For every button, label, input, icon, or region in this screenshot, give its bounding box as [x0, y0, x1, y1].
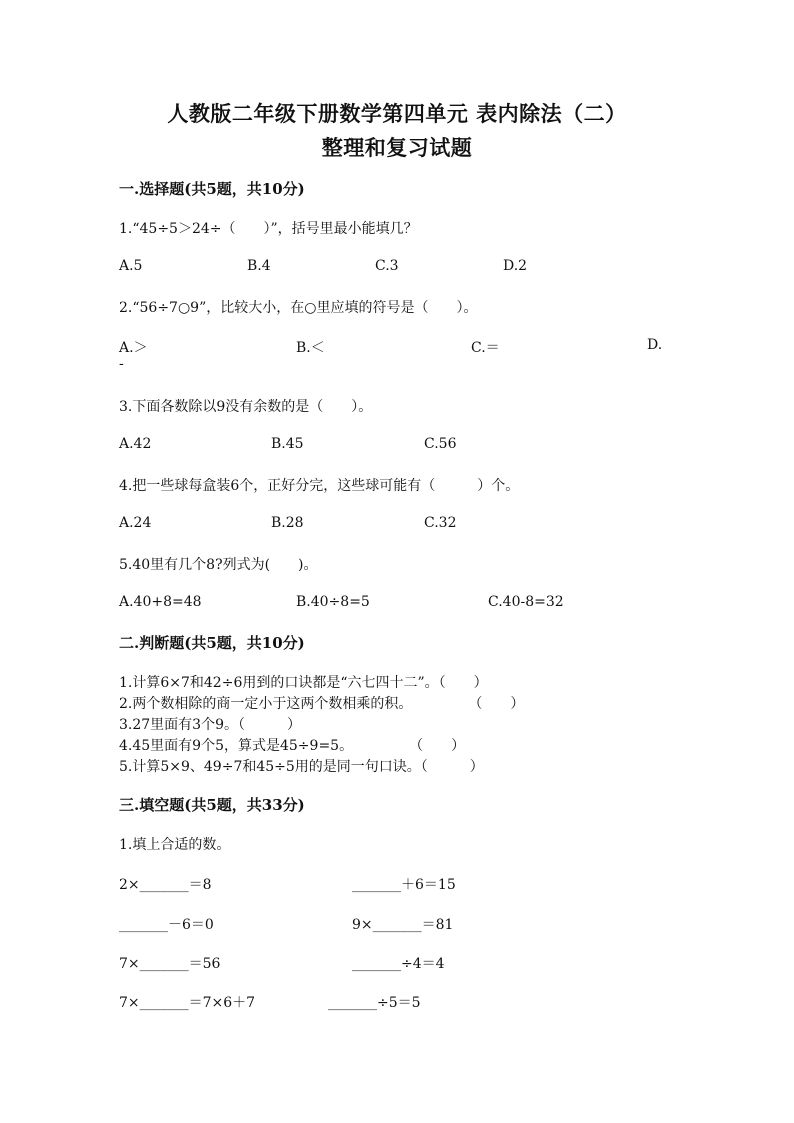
page-subtitle: 整理和复习试题 [321, 135, 473, 160]
fill-equation: 9×_______＝81 [352, 917, 454, 933]
option-c: C.40-8=32 [488, 594, 564, 610]
option-d-wrap: - [119, 356, 124, 372]
option-b: B.45 [271, 436, 304, 452]
option-c: C.3 [375, 258, 399, 274]
judge-item: 4.45里面有9个5，算式是45÷9=5。 （ ） [119, 738, 466, 754]
fill-equation: 7×_______＝7×6＋7 [119, 995, 256, 1011]
section-heading-choice: 一.选择题(共5题，共10分) [119, 180, 305, 198]
option-b: B.40÷8=5 [296, 594, 370, 610]
option-b: B.28 [271, 515, 304, 531]
option-a: A.40+8=48 [119, 594, 202, 610]
option-d: D. [647, 337, 663, 353]
page-title: 人教版二年级下册数学第四单元 表内除法（二） [167, 101, 627, 126]
fill-equation: 2×_______＝8 [119, 877, 212, 893]
judge-item: 5.计算5×9、49÷7和45÷5用的是同一句口诀。（ ） [119, 759, 484, 775]
option-a: A.42 [119, 436, 152, 452]
option-b: B.＜ [296, 340, 325, 356]
fill-equation: _______－6＝0 [119, 917, 214, 933]
option-c: C.＝ [471, 340, 500, 356]
fill-equation: _______÷4＝4 [352, 956, 445, 972]
option-b: B.4 [247, 258, 271, 274]
question-text: 2.“56÷7○9”，比较大小，在○里应填的符号是（ ）。 [119, 300, 478, 316]
fill-equation: 7×_______＝56 [119, 956, 221, 972]
option-d: D.2 [503, 258, 528, 274]
question-text: 3.下面各数除以9没有余数的是（ ）。 [119, 399, 373, 415]
section-heading-fill: 三.填空题(共5题，共33分) [119, 796, 305, 814]
question-text: 1.填上合适的数。 [119, 837, 231, 853]
question-text: 1.“45÷5＞24÷（ ）”，括号里最小能填几？ [119, 221, 418, 237]
fill-equation: _______＋6＝15 [352, 877, 456, 893]
judge-item: 2.两个数相除的商一定小于这两个数相乘的积。 （ ） [119, 696, 525, 712]
question-text: 5.40里有几个8?列式为( )。 [119, 557, 318, 573]
option-c: C.32 [424, 515, 457, 531]
option-c: C.56 [424, 436, 457, 452]
option-a: A.24 [119, 515, 152, 531]
fill-equation: _______÷5＝5 [328, 995, 421, 1011]
judge-item: 3.27里面有3个9。（ ） [119, 717, 301, 733]
option-a: A.5 [119, 258, 143, 274]
question-text: 4.把一些球每盒装6个，正好分完，这些球可能有（ ）个。 [119, 478, 520, 494]
section-heading-judge: 二.判断题(共5题，共10分) [119, 634, 305, 652]
option-a: A.＞ [119, 340, 148, 356]
judge-item: 1.计算6×7和42÷6用到的口诀都是“六七四十二”。（ ） [119, 675, 488, 691]
